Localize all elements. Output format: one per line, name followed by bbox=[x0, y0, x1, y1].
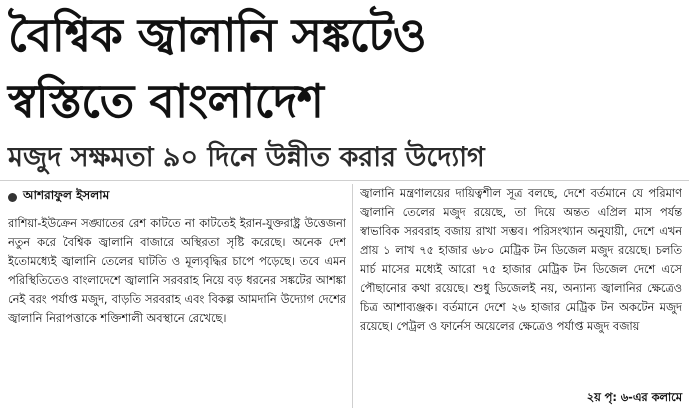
continuation-line bbox=[360, 388, 682, 408]
header-divider bbox=[0, 180, 689, 181]
byline bbox=[8, 186, 348, 208]
headline-line-2: স্বস্তিতে বাংলাদেশ bbox=[8, 74, 324, 128]
bullet-icon bbox=[8, 193, 17, 202]
subheadline: মজুদ সক্ষমতা ৯০ দিনে উন্নীত করার উদ্যোগ bbox=[8, 142, 485, 173]
author-name: আশরাফুল ইসলাম bbox=[23, 188, 110, 202]
article-column-left: রাশিয়া-ইউক্রেন সঙ্ঘাতের রেশ কাটতে না কাটতেই ইরান-যুক্তরাষ্ট্র উত্তেজনা নতুন করে বৈশ্বিক জ্বালানি বাজারে অস্থিরতা সৃষ্টি করেছে। অনেক দেশ ইতোমধ্যেই জ্বালানি তেলের ঘাটতি ও মূল্যবৃদ্ধির চাপে পড়েছে। তবে এমন পরিস্থিতিতেও বাংলাদেশে জ্বালানি সরবরাহ নিয়ে বড় ধরনের সঙ্কটের আশঙ্কা নেই বরং পর্যাপ্ত মজুদ, বাড়তি সরবরাহ এবং বিকল্প আমদানি উদ্যোগ দেশের জ্বালানি নিরাপত্তাকে শক্তিশালী অবস্থানে রেখেছে। bbox=[8, 217, 346, 325]
continuation-reference: ২য় পৃ: ৬-এর কলামে bbox=[586, 390, 682, 404]
headline bbox=[8, 2, 680, 134]
column-divider bbox=[352, 184, 353, 408]
article-column-right: জ্বালানি মন্ত্রণালয়ের দায়িত্বশীল সূত্র বলছে, দেশে বর্তমানে যে পরিমাণ জ্বালানি তেলের মজুদ রয়েছে, তা দিয়ে অন্তত এপ্রিল মাস পর্যন্ত স্বাভাবিক সরবরাহ বজায় রাখা সম্ভব। পরিসংখ্যান অনুযায়ী, দেশে এখন প্রায় ১ লাখ ৭৫ হাজার ৬৮০ মেট্রিক টন ডিজেল মজুদ রয়েছে। চলতি মার্চ মাসের মধ্যেই আরো ৭৫ হাজার মেট্রিক টন ডিজেল দেশে এসে পৌছানোর কথা রয়েছে। শুধু ডিজেলই নয়, অন্যান্য জ্বালানির ক্ষেত্রেও চিত্র আশাব্যঞ্জক। বর্তমানে দেশে ২৬ হাজার মেট্রিক টন অকটেন মজুদ রয়েছে। পেট্রল ও ফার্নেস অয়েলের ক্ষেত্রেও পর্যাপ্ত মজুদ বজায় bbox=[360, 187, 682, 333]
headline-line-1: বৈশ্বিক জ্বালানি সঙ্কটেও bbox=[8, 8, 427, 62]
